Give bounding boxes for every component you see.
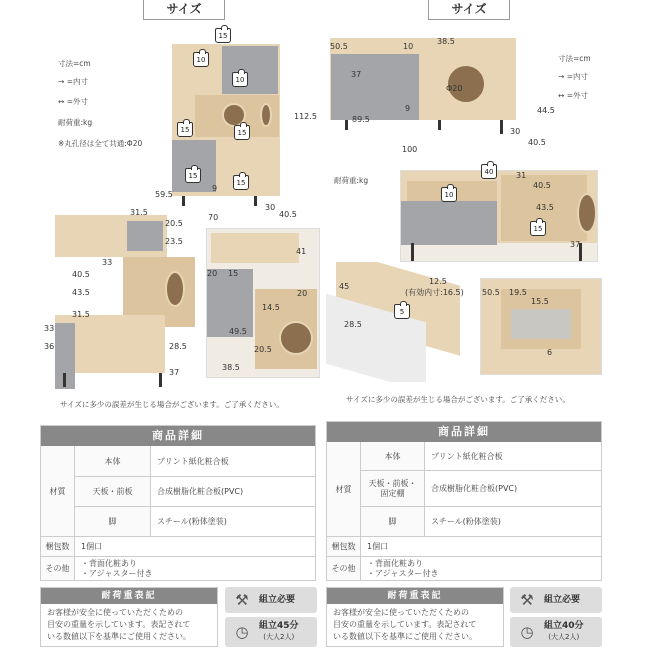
hole-note: ※丸孔径は全て共通:Φ20 [58, 139, 143, 148]
load-text: いる数値以下を基準にご使用ください。 [333, 632, 477, 641]
dim: 19.5 [509, 288, 527, 297]
clock-icon: ◷ [520, 623, 534, 641]
cat-hole-side [260, 103, 272, 127]
assembly-people-text: (大人2人) [548, 633, 580, 641]
dim: 38.5 [437, 37, 455, 46]
dim: 6 [547, 348, 553, 357]
weight-icon: 15 [234, 125, 250, 140]
dim: 100 [402, 145, 418, 154]
dim: 15.5 [531, 297, 549, 306]
dim: 43.5 [72, 288, 90, 297]
dim: 37 [570, 240, 581, 249]
dim: 9 [212, 184, 218, 193]
dim: 50.5 [482, 288, 500, 297]
leg [182, 196, 185, 206]
dim: 59.5 [155, 190, 173, 199]
assembly-time-text: 組立40分 [544, 621, 584, 631]
assembly-time-text: 組立45分 [259, 621, 299, 631]
assembly-people-text: (大人2人) [263, 633, 295, 641]
load-text: 目安の重量を示しています。表記されて [333, 620, 477, 629]
unit-label: 寸法=cm [58, 59, 91, 68]
dim: 70 [208, 213, 219, 222]
row-value: 合成樹脂化粧合板(PVC) [157, 487, 244, 496]
other-label: その他 [327, 557, 361, 580]
dim: 89.5 [352, 115, 370, 124]
assembly-required-right [510, 587, 602, 613]
leg [254, 196, 257, 206]
inner-legend: → =内寸 [58, 77, 88, 86]
pack-label: 梱包数 [41, 537, 75, 556]
product-details-left [40, 425, 316, 581]
drill-icon: ⚒ [520, 591, 534, 609]
other-value: ・背面化粧あり [81, 558, 137, 568]
weight-icon: 10 [193, 52, 209, 67]
dim: 50.5 [330, 42, 348, 51]
clock-icon: ◷ [235, 623, 249, 641]
row-value: 合成樹脂化粧合板(PVC) [431, 484, 518, 493]
weight-icon: 15 [530, 221, 546, 236]
open-sideboard-photo [400, 170, 598, 262]
assembly-time-right [510, 617, 602, 647]
size-heading-left: サイズ [143, 0, 225, 20]
row-key: 天板・前板 [75, 477, 151, 506]
load-notation-right [326, 587, 504, 647]
assembly-required-text: 組立必要 [259, 594, 296, 605]
dim: 43.5 [536, 203, 554, 212]
weight-icon: 15 [185, 168, 201, 183]
load-title: 耐荷重表記 [327, 588, 503, 604]
dim: 14.5 [262, 303, 280, 312]
dim: 20 [297, 289, 308, 298]
product-details-right [326, 421, 602, 581]
size-heading-right: サイズ [428, 0, 510, 20]
load-text: いる数値以下を基準にご使用ください。 [47, 632, 191, 641]
dim: 40.5 [279, 210, 297, 219]
load-text: 目安の重量を示しています。表記されて [47, 620, 191, 629]
dim: 33 [44, 324, 55, 333]
dim: 41 [296, 247, 307, 256]
dim: 23.5 [165, 237, 183, 246]
dim: 20.5 [254, 345, 272, 354]
weight-icon: 10 [441, 187, 457, 202]
dim: 15 [228, 269, 239, 278]
weight-icon: 15 [177, 122, 193, 137]
assembly-required-left [225, 587, 317, 613]
dim: 10 [403, 42, 414, 51]
dim: 9 [405, 104, 411, 113]
dim: 20.5 [165, 219, 183, 228]
drill-icon: ⚒ [235, 591, 249, 609]
row-value: プリント紙化粧合板 [431, 451, 503, 461]
assembly-time-left [225, 617, 317, 647]
material-label: 材質 [327, 442, 361, 536]
material-label: 材質 [41, 446, 75, 536]
row-value: スチール(粉体塗装) [431, 517, 501, 526]
other-value: ・アジャスター付き [81, 568, 153, 578]
weight-icon: 15 [233, 175, 249, 190]
weight-icon: 15 [215, 28, 231, 43]
row-key: 脚 [361, 507, 425, 536]
dim: 44.5 [537, 106, 555, 115]
other-value: ・アジャスター付き [367, 568, 439, 578]
load-notation-left [40, 587, 218, 647]
dim: 33 [102, 258, 113, 267]
outer-legend: ↔ =外寸 [558, 91, 588, 100]
row-key: 本体 [75, 446, 151, 476]
load-title: 耐荷重表記 [41, 588, 217, 604]
size-note-left: サイズに多少の誤差が生じる場合がございます。ご了承ください。 [60, 400, 284, 409]
inner-legend: → =内寸 [558, 72, 588, 81]
dim: 28.5 [344, 320, 362, 329]
load-legend: 耐荷重:kg [58, 118, 93, 127]
dim: 49.5 [229, 327, 247, 336]
weight-icon: 10 [232, 72, 248, 87]
pack-label: 梱包数 [327, 537, 361, 556]
dim: 30 [265, 203, 276, 212]
dim: 12.5 [429, 277, 447, 286]
dim-height: 112.5 [294, 112, 317, 121]
cabinet-door-top [222, 46, 278, 94]
load-text: お客様が安全に使っていただくための [47, 608, 183, 617]
dim: 37 [351, 70, 362, 79]
table-title: 商品詳細 [41, 426, 315, 446]
dim: 40.5 [533, 181, 551, 190]
unit-label: 寸法=cm [558, 54, 591, 63]
table-title: 商品詳細 [327, 422, 601, 442]
dim: 40.5 [528, 138, 546, 147]
dim: 28.5 [169, 342, 187, 351]
dim: 38.5 [222, 363, 240, 372]
row-key: 本体 [361, 442, 425, 470]
dim: 40.5 [72, 270, 90, 279]
row-key: 天板・前板・固定棚 [361, 471, 425, 506]
outer-legend: ↔ =外寸 [58, 97, 88, 106]
leg [438, 120, 441, 130]
other-value: ・背面化粧あり [367, 558, 423, 568]
size-note-right: サイズに多少の誤差が生じる場合がございます。ご了承ください。 [346, 395, 570, 404]
dim: 31.5 [130, 208, 148, 217]
row-key: 脚 [75, 507, 151, 536]
dim: 30 [510, 127, 521, 136]
weight-icon: 40 [481, 164, 497, 179]
load-legend: 耐荷重:kg [334, 176, 369, 185]
leg [345, 120, 348, 130]
dim: 31 [516, 171, 527, 180]
assembly-required-text: 組立必要 [544, 594, 581, 605]
dim: 45 [339, 282, 350, 291]
dim: 31.5 [72, 310, 90, 319]
row-value: スチール(粉体塗装) [157, 517, 227, 526]
dim: Φ20 [446, 84, 463, 93]
load-text: お客様が安全に使っていただくための [333, 608, 469, 617]
other-label: その他 [41, 557, 75, 580]
row-value: プリント紙化粧合板 [157, 456, 229, 466]
dim: 36 [44, 342, 55, 351]
dim: (有効内寸:16.5) [405, 288, 464, 297]
leg [500, 120, 503, 134]
dim: 20 [207, 269, 218, 278]
dim: 37 [169, 368, 180, 377]
pack-value: 1個口 [81, 542, 103, 551]
pack-value: 1個口 [367, 542, 389, 551]
weight-icon: 5 [394, 304, 410, 319]
